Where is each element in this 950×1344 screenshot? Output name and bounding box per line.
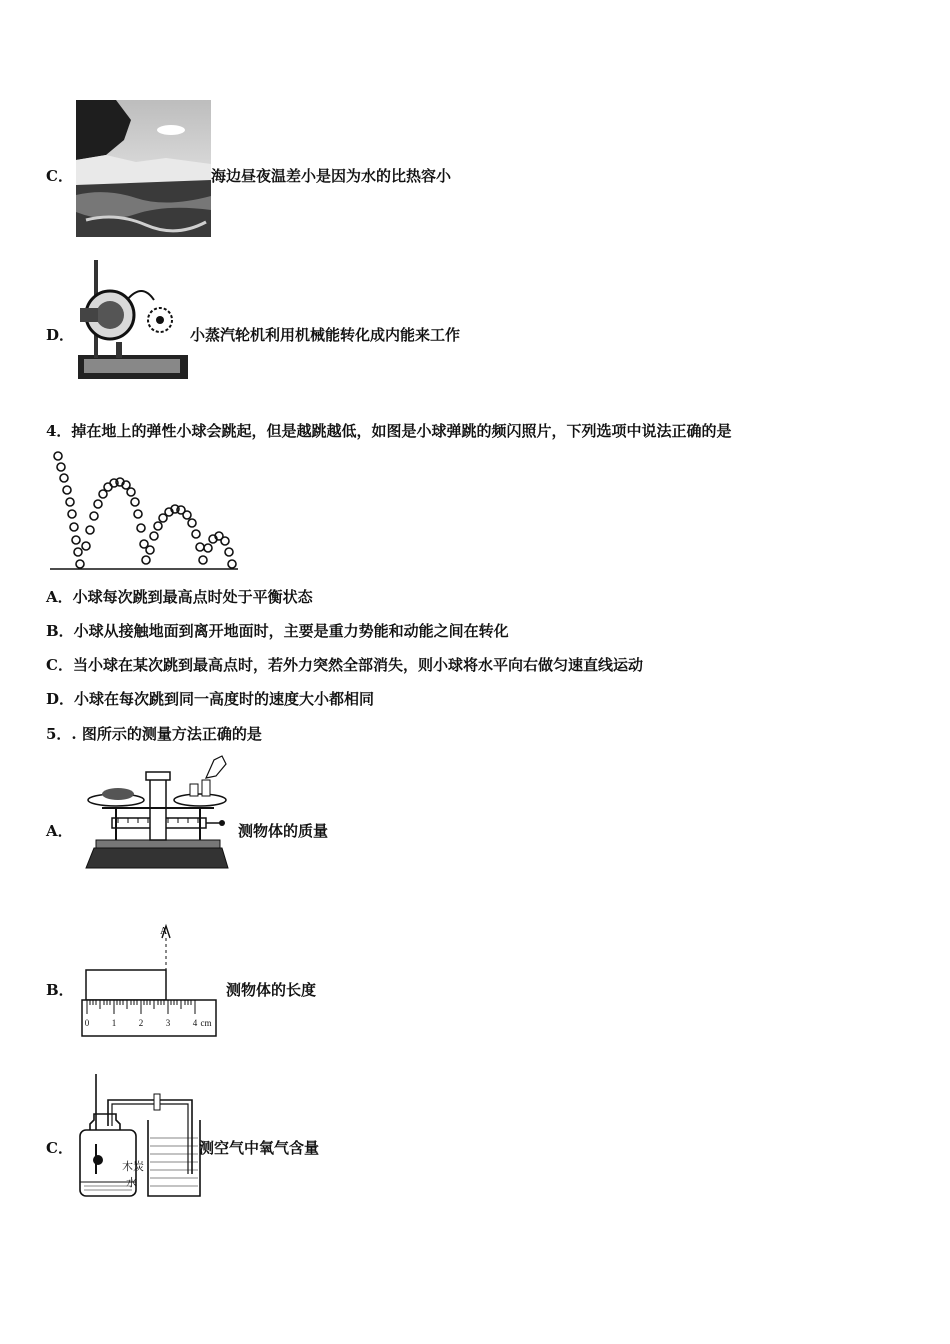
ruler-unit: cm <box>200 1018 212 1028</box>
q5-option-a-label: A． <box>46 822 73 840</box>
q4-option-a: A．小球每次跳到最高点时处于平衡状态 <box>46 588 313 606</box>
q5-stem: 5．. 图所示的测量方法正确的是 <box>46 725 262 743</box>
ruler-tick-2: 2 <box>138 1018 144 1028</box>
option-d-text: 小蒸汽轮机利用机械能转化成内能来工作 <box>190 326 461 344</box>
q4-stem: 4．掉在地上的弹性小球会跳起，但是越跳越低，如图是小球弹跳的频闪照片，下列选项中说法正确的是 <box>46 422 732 440</box>
option-d-label: D． <box>46 326 75 344</box>
q4-option-b: B．小球从接触地面到离开地面时，主要是重力势能和动能之间在转化 <box>46 622 509 640</box>
ruler-tick-1: 1 <box>111 1018 117 1028</box>
annotation-charcoal: 木炭 <box>122 1161 144 1173</box>
balance-scale-icon <box>82 756 232 874</box>
q4-option-c: C．当小球在某次跳到最高点时，若外力突然全部消失，则小球将水平向右做匀速直线运动 <box>46 656 643 674</box>
bouncing-ball-strobe-icon <box>50 450 240 572</box>
ruler-tick-3: 3 <box>165 1018 171 1028</box>
ruler-tick-4: 4 <box>192 1018 198 1028</box>
q4-option-d: D．小球在每次跳到同一高度时的速度大小都相同 <box>46 690 375 708</box>
option-c-label: C． <box>46 167 73 185</box>
q5-option-b-text: 测物体的长度 <box>226 981 317 999</box>
arrow-label: A <box>160 926 168 937</box>
seaside-photo-icon <box>76 100 211 237</box>
q5-option-c-label: C． <box>46 1139 73 1157</box>
steam-turbine-icon <box>72 260 190 384</box>
q5-option-b-label: B． <box>46 981 74 999</box>
q5-option-c-text: 测空气中氧气含量 <box>199 1139 320 1157</box>
q5-option-a-text: 测物体的质量 <box>238 822 329 840</box>
ruler-measure-icon <box>80 920 220 1040</box>
ruler-tick-0: 0 <box>84 1018 90 1028</box>
oxygen-apparatus-icon <box>76 1074 200 1200</box>
annotation-water: 水 <box>126 1177 137 1189</box>
option-c-text: 海边昼夜温差小是因为水的比热容小 <box>211 167 452 185</box>
